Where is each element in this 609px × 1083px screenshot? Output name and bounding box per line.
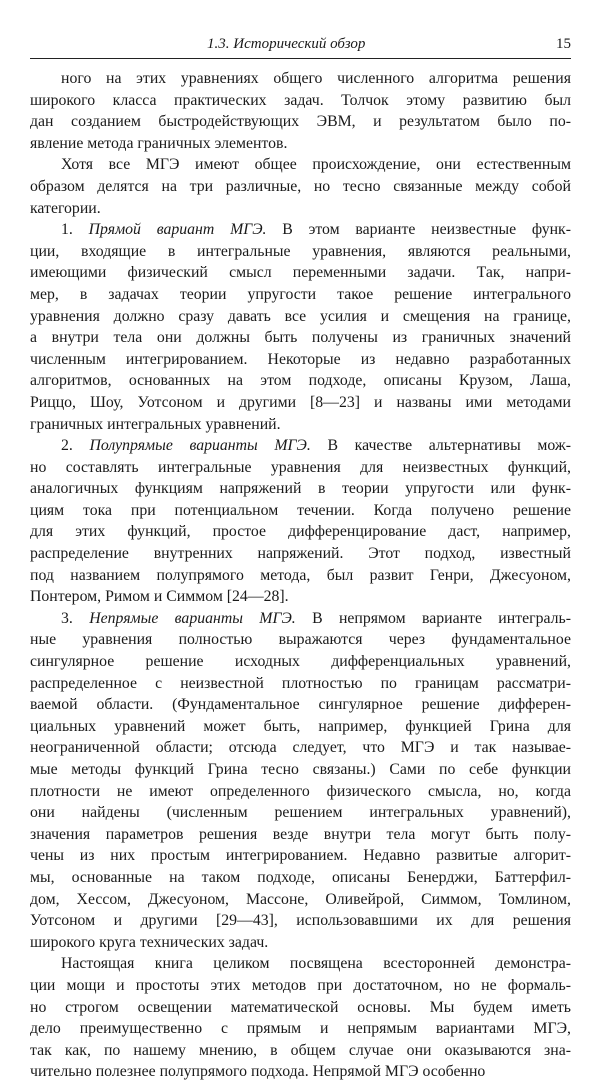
text-line: плотности не имеют определенного физического смысла, но, когда <box>30 782 571 800</box>
text-line: а внутри тела они должны быть получены из граничных значений <box>30 329 571 347</box>
text-line: Хотя все МГЭ имеют общее происхождение, они естественным <box>61 156 571 174</box>
text-line: дан созданием быстродействующих ЭВМ, и результатом было по- <box>30 113 571 131</box>
text-line: дом, Хессом, Джесуоном, Массоне, Оливейрой, Симмом, Томлином, <box>30 890 571 908</box>
item-number: 1. <box>61 221 73 239</box>
item-heading: Непрямые варианты МГЭ. <box>89 609 296 627</box>
text-line: ции мощи и простоты этих методов при достаточном, но не формаль- <box>30 976 571 994</box>
text-line: аналогичных функциям напряжений в теории упругости или функ- <box>30 480 571 498</box>
text-line: образом делятся на три различные, но тесно связанные между собой <box>30 177 571 195</box>
item-heading: Прямой вариант МГЭ. <box>88 221 267 239</box>
running-title: 1.3. Исторический обзор <box>207 36 366 52</box>
text-line: сингулярное решение исходных дифференциальных уравнений, <box>30 653 571 671</box>
text-line: Риццо, Шоу, Уотсоном и другими [8—23] и названы ими методами <box>30 393 571 411</box>
paragraph <box>30 219 571 435</box>
text-line: неограниченной области; отсюда следует, что МГЭ и так называе- <box>30 739 571 757</box>
text-line: циальных уравнений может быть, например, функцией Грина для <box>30 717 571 735</box>
page-number: 15 <box>556 36 571 52</box>
text-line: дело преимущественно с прямым и непрямым вариантами МГЭ, <box>30 1020 571 1038</box>
item-number: 3. <box>61 609 73 627</box>
text-line: Понтером, Римом и Симмом [24—28]. <box>30 588 289 606</box>
text-line: явление метода граничных элементов. <box>30 134 288 152</box>
text-line: имеющими физический смысл переменными задачи. Так, напри- <box>30 264 571 282</box>
text-line: мы, основанные на таком подходе, описаны Бенерджи, Баттерфил- <box>30 868 571 886</box>
text-line: численным интегрированием. Некоторые из недавно разработанных <box>30 350 571 368</box>
text-line: мые методы функций Грина тесно связаны.) Сами по себе функции <box>30 761 571 778</box>
text-line: ваемой области. (Фундаментальное сингулярное решение дифферен- <box>30 696 571 714</box>
item-number: 2. <box>61 437 73 455</box>
text-line: уравнения должно сразу давать все усилия и смещения на границе, <box>30 307 571 325</box>
text-line: распределение внутренних напряжений. Этот подход, известный <box>30 545 571 563</box>
text-line: алгоритмов, основанных на этом подходе, описаны Крузом, Лаша, <box>30 372 571 390</box>
text-line: граничных интегральных уравнений. <box>30 415 281 433</box>
text-line: так как, по нашему мнению, в общем случае они оказываются зна- <box>30 1041 571 1059</box>
text-line: они найдены (численным решением интегральных уравнений), <box>30 804 571 822</box>
text-line: чены из них простым интегрированием. Недавно развитые алгорит- <box>30 847 571 865</box>
text-line: категории. <box>30 199 101 217</box>
paragraph <box>30 608 571 954</box>
text-line: ции, входящие в интегральные уравнения, являются реальными, <box>30 242 571 260</box>
text-line: широкого круга технических задач. <box>30 933 269 951</box>
text-line <box>30 219 571 241</box>
text-line: ного на этих уравнениях общего численного алгоритма решения <box>61 70 571 87</box>
item-heading: Полупрямые варианты МГЭ. <box>89 437 311 455</box>
page-header <box>30 34 571 59</box>
text-line: циям тока при потенциальном течении. Когда получено решение <box>30 501 571 519</box>
text-line: ные уравнения полностью выражаются через фундаментальное <box>30 631 571 649</box>
text-line: под названием полупрямого метода, был развит Генри, Джесуоном, <box>30 566 571 584</box>
text-line: значения параметров решения везде внутри тела могут быть полу- <box>30 825 571 843</box>
text-line: мер, в задачах теории упругости такое решение интегрального <box>30 285 571 303</box>
text-line: Настоящая книга целиком посвящена всесторонней демонстра- <box>61 955 571 973</box>
paragraph <box>30 435 571 608</box>
line-text: В непрямом варианте интеграль- <box>312 609 572 627</box>
text-line <box>30 435 571 457</box>
text-line: Уотсоном и другими [29—43], использовавшими их для решения <box>30 912 571 930</box>
text-line: чительно полезнее полупрямого подхода. Непрямой МГЭ особенно <box>30 1063 486 1081</box>
body-text <box>30 68 571 1083</box>
text-line <box>30 608 571 630</box>
paragraph <box>30 68 571 154</box>
text-line: но составлять интегральные уравнения для неизвестных функций, <box>30 458 571 476</box>
text-line: но строгом освещении математической основы. Мы будем иметь <box>30 998 571 1016</box>
text-line: для этих функций, простое дифференцирование даст, например, <box>30 523 571 541</box>
text-line: широкого класса практических задач. Толчок этому развитию был <box>30 91 571 109</box>
text-line: распределенное с неизвестной плотностью по границам рассматри- <box>30 674 571 692</box>
paragraph <box>30 953 571 1083</box>
line-text: В этом варианте неизвестные функ- <box>282 221 571 239</box>
line-text: В качестве альтернативы мож- <box>327 437 572 455</box>
paragraph <box>30 154 571 219</box>
